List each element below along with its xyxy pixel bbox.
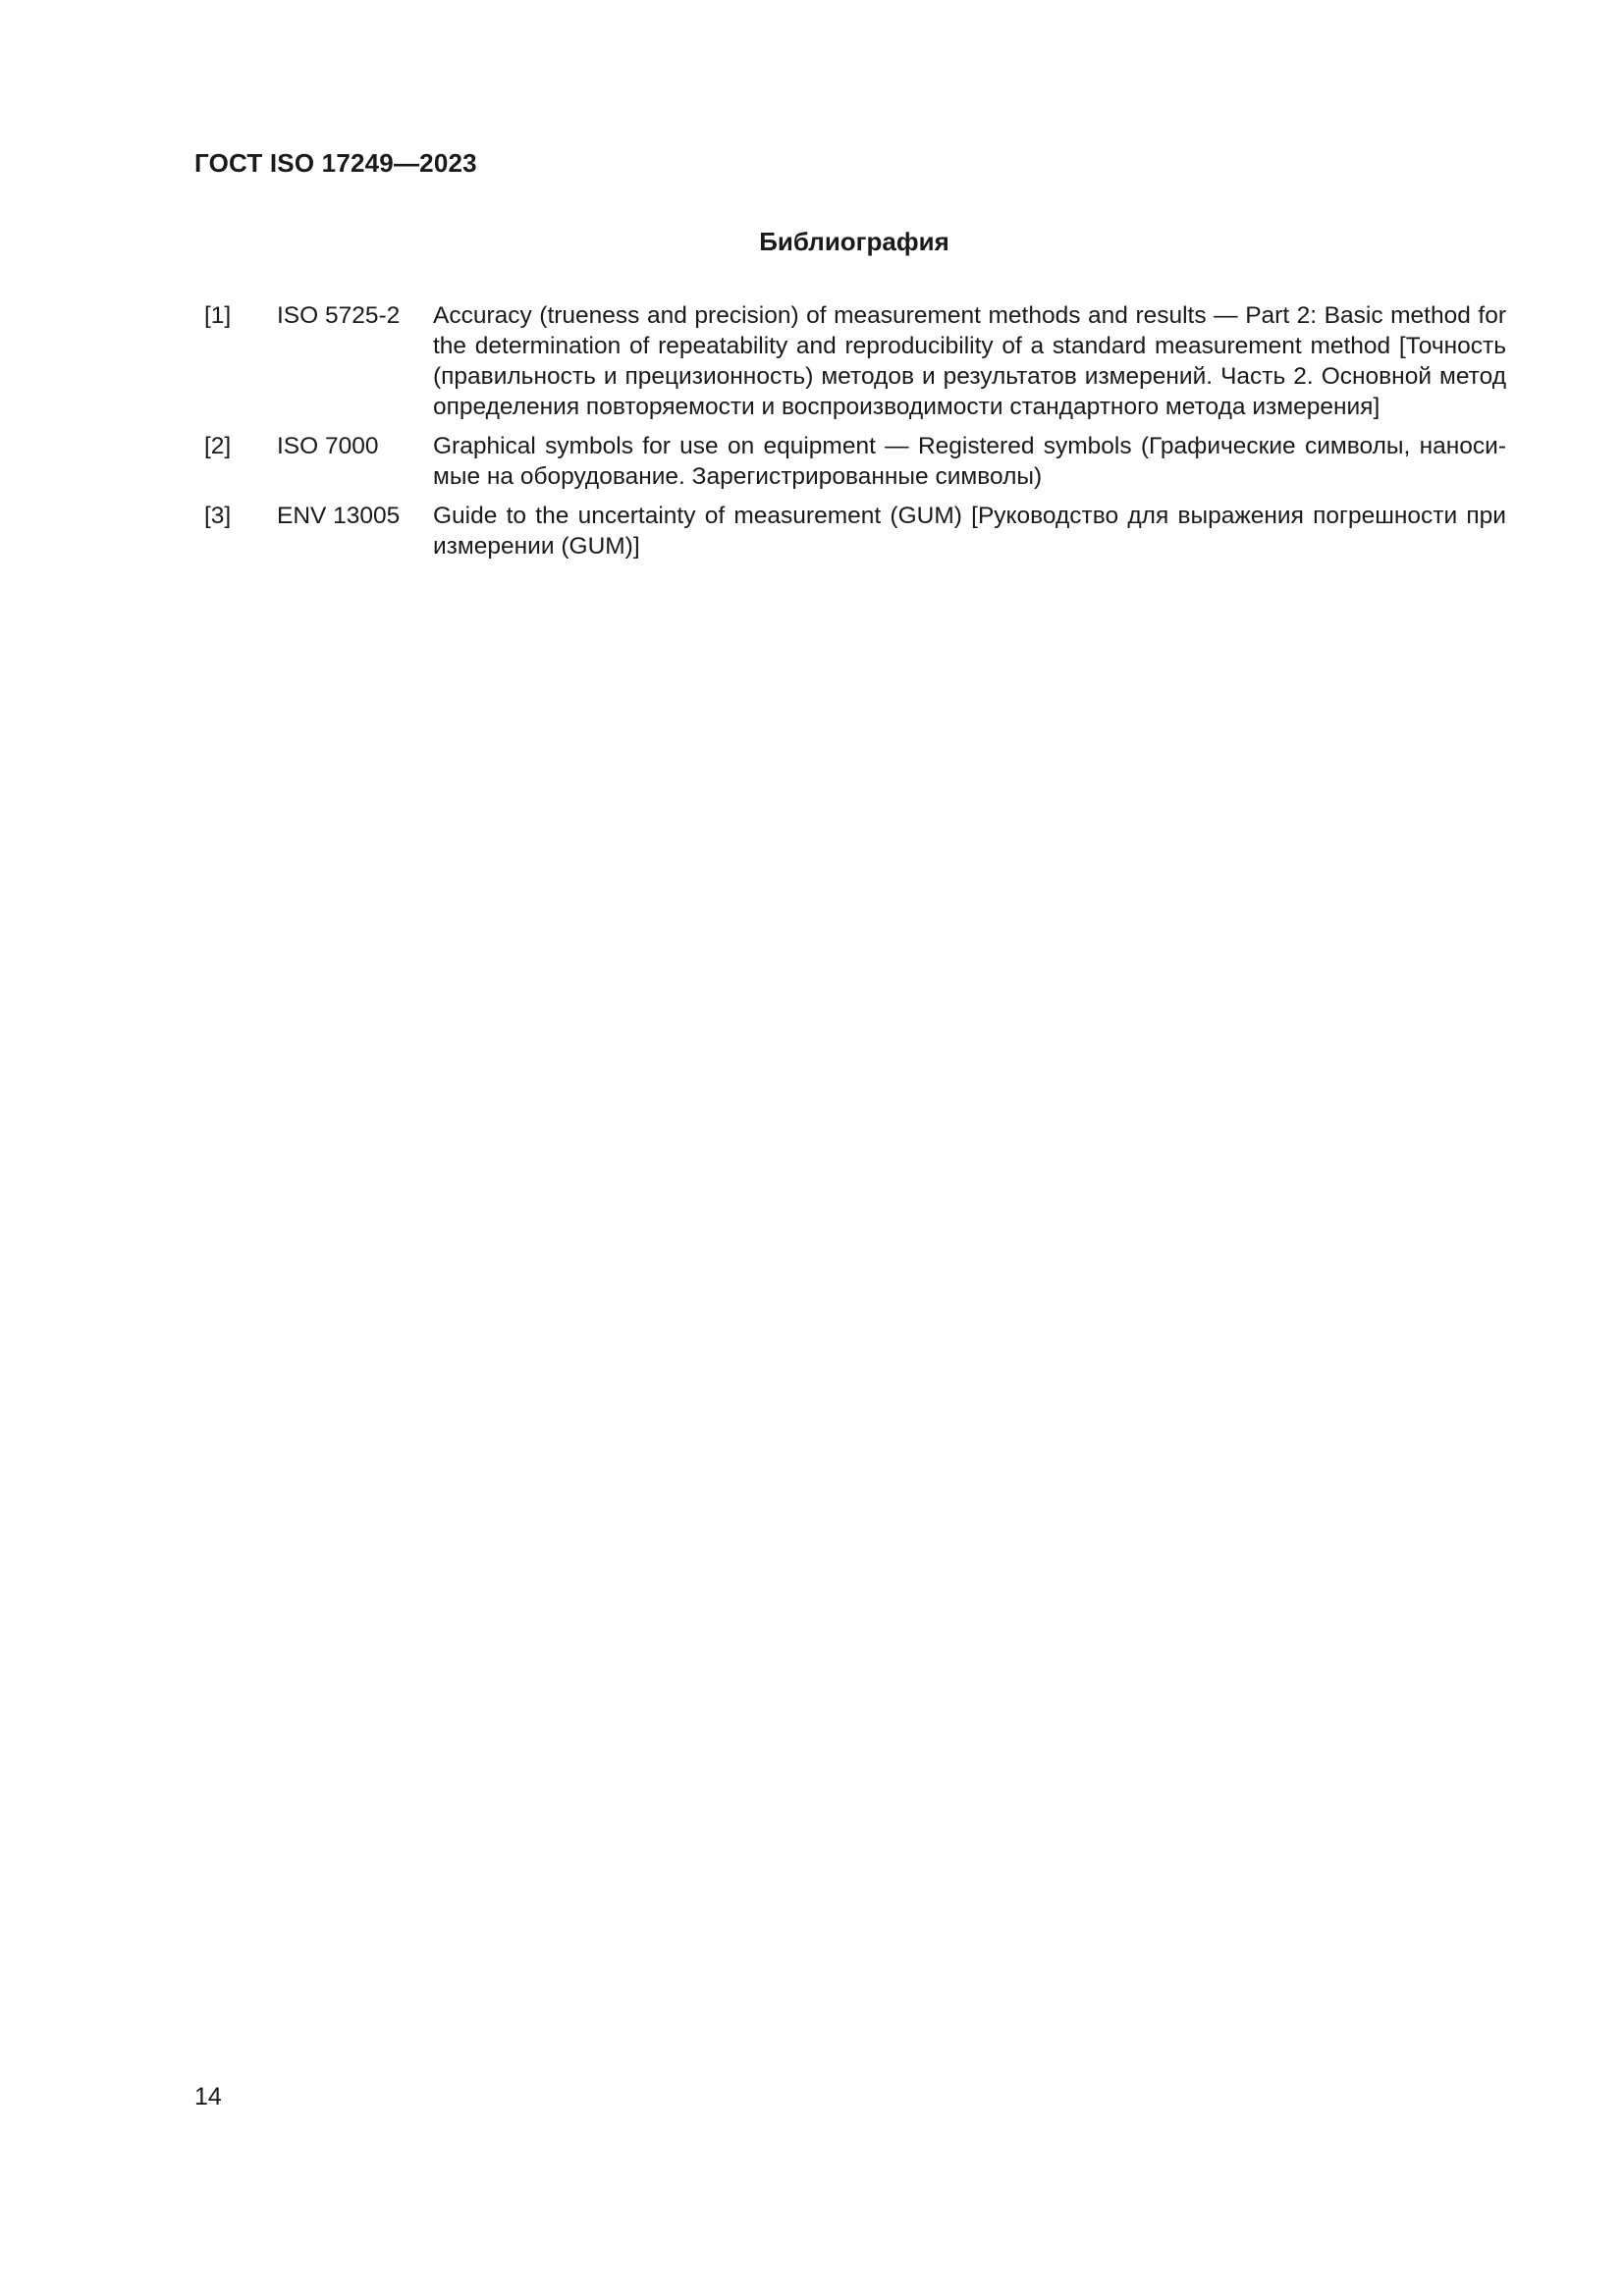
document-code-header: ГОСТ ISO 17249—2023 <box>194 148 477 178</box>
entry-standard-code: ISO 7000 <box>277 433 379 459</box>
entry-standard-code: ISO 5725-2 <box>277 302 401 329</box>
page-number: 14 <box>194 2083 222 2110</box>
bibliography-entry <box>204 431 1506 492</box>
bibliography-list <box>204 300 1506 570</box>
entry-number: [3] <box>204 503 232 529</box>
entry-number: [1] <box>204 302 232 329</box>
entry-title: Accuracy (trueness and precision) of measurement methods and results — Part 2: Basic method for the determination of repeatability and reproducibility of a standard measurement method [Точность (правильность и прецизионность) методов и результатов измерений. Часть 2. Основной метод определения повторяемости и воспроизводимости стандартного метода измерения] <box>433 302 1506 420</box>
entry-title: Guide to the uncertainty of measurement (GUM) [Руководство для выражения погрешности при измерении (GUM)] <box>433 503 1506 560</box>
bibliography-entry <box>204 300 1506 422</box>
entry-title: Graphical symbols for use on equipment — Registered symbols (Графические символы, наносимые на оборудование. Зарегистрированные символы) <box>433 433 1506 490</box>
bibliography-title: Библиография <box>759 227 949 256</box>
entry-number: [2] <box>204 433 232 459</box>
entry-standard-code: ENV 13005 <box>277 503 401 529</box>
bibliography-entry <box>204 501 1506 561</box>
